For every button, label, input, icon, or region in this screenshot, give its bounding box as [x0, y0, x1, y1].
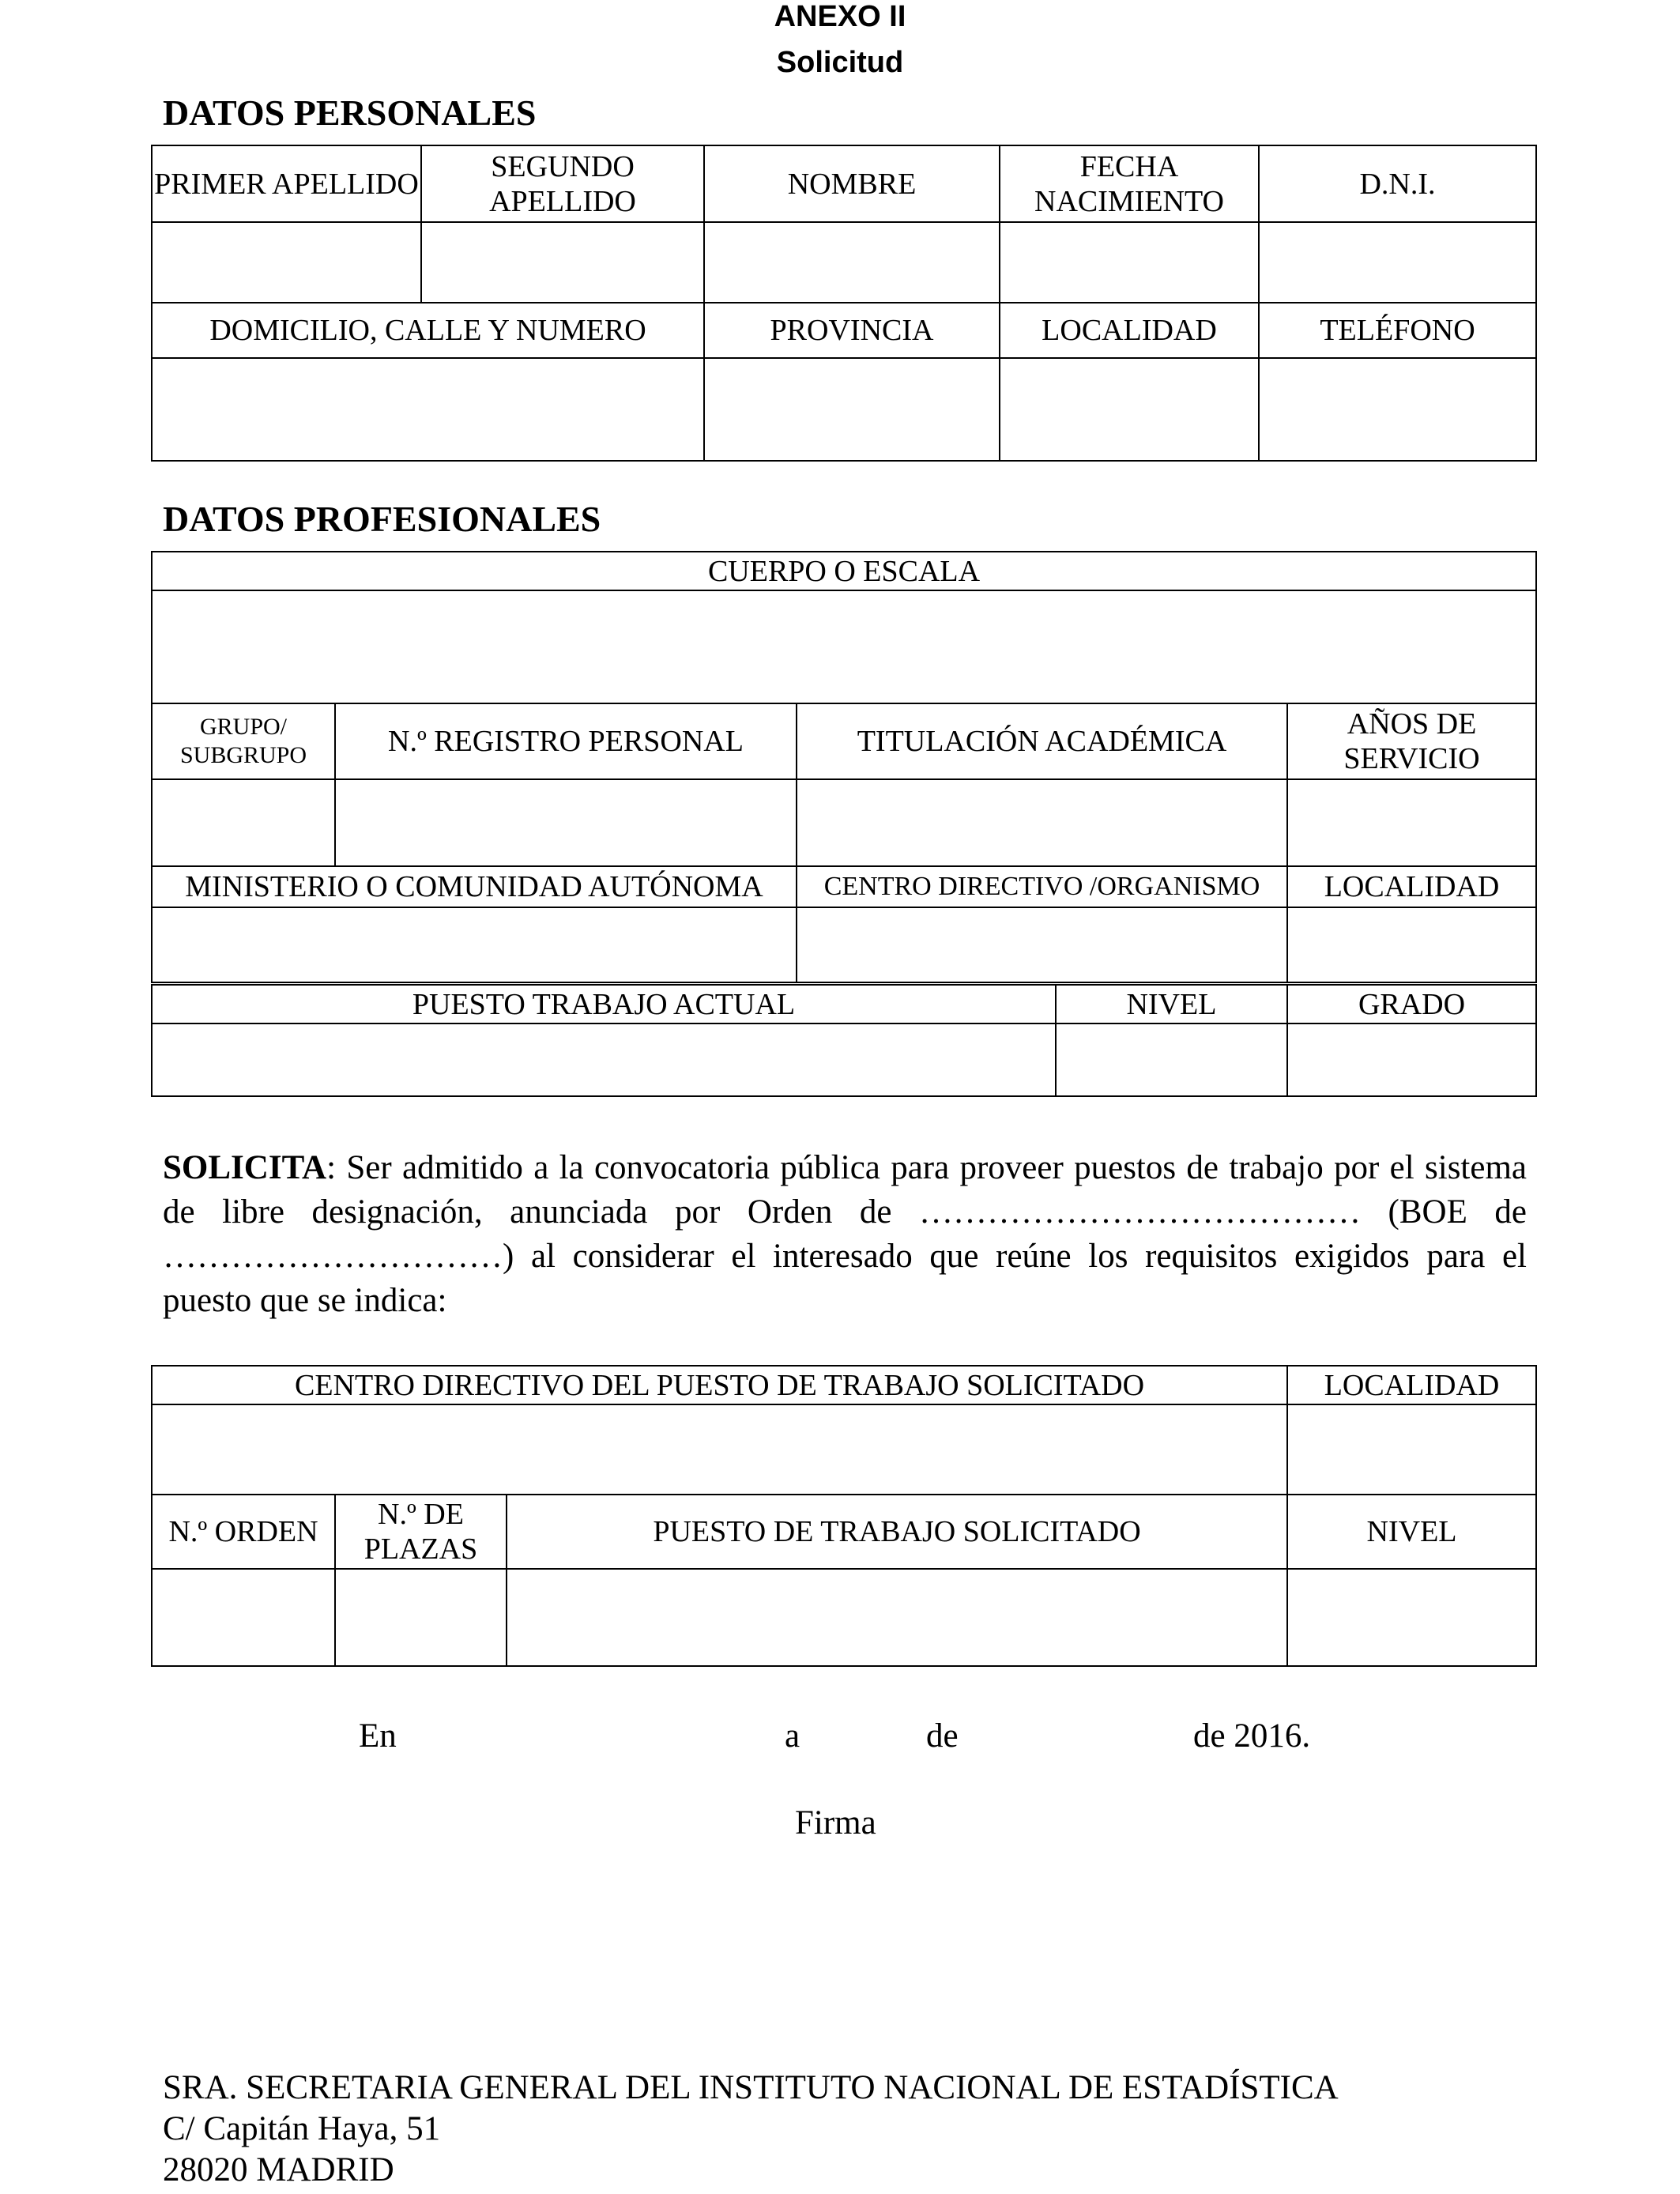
input-ministry[interactable]: [152, 907, 797, 982]
label-body-scale: CUERPO O ESCALA: [152, 552, 1536, 590]
request-label: SOLICITA: [163, 1149, 327, 1186]
label-phone: TELÉFONO: [1259, 303, 1536, 358]
current-post-table: [151, 984, 1537, 1097]
professional-data-heading: DATOS PROFESIONALES: [163, 499, 601, 539]
signature-label: Firma: [795, 1804, 876, 1842]
date-year: de 2016.: [1193, 1717, 1311, 1755]
personal-data-table: [151, 145, 1537, 462]
label-years-service: AÑOS DE SERVICIO: [1287, 703, 1536, 779]
request-paragraph: [163, 1146, 1527, 1323]
label-center: CENTRO DIRECTIVO /ORGANISMO: [797, 866, 1287, 907]
input-address[interactable]: [152, 358, 704, 461]
label-grade: GRADO: [1287, 985, 1536, 1023]
input-locality[interactable]: [1000, 358, 1259, 461]
annex-title: ANEXO II: [774, 0, 906, 33]
input-body-scale[interactable]: [152, 590, 1536, 703]
input-requested-level[interactable]: [1287, 1569, 1536, 1666]
input-name[interactable]: [704, 222, 1000, 303]
personal-data-heading: DATOS PERSONALES: [163, 92, 537, 133]
label-requested-locality: LOCALIDAD: [1287, 1366, 1536, 1404]
input-years-service[interactable]: [1287, 779, 1536, 866]
input-grade[interactable]: [1287, 1023, 1536, 1096]
label-requested-post: PUESTO DE TRABAJO SOLICITADO: [507, 1495, 1287, 1569]
label-current-post: PUESTO TRABAJO ACTUAL: [152, 985, 1056, 1023]
input-birth-date[interactable]: [1000, 222, 1259, 303]
label-prof-locality: LOCALIDAD: [1287, 866, 1536, 907]
input-second-surname[interactable]: [421, 222, 704, 303]
address-line-1: SRA. SECRETARIA GENERAL DEL INSTITUTO NACIONAL DE ESTADÍSTICA: [163, 2069, 1339, 2106]
label-group: GRUPO/ SUBGRUPO: [152, 703, 335, 779]
label-locality: LOCALIDAD: [1000, 303, 1259, 358]
label-level: NIVEL: [1056, 985, 1287, 1023]
requested-post-table: [151, 1365, 1537, 1667]
label-first-surname: PRIMER APELLIDO: [152, 145, 421, 222]
label-name: NOMBRE: [704, 145, 1000, 222]
date-a: a: [785, 1717, 800, 1755]
input-dni[interactable]: [1259, 222, 1536, 303]
label-requested-center: CENTRO DIRECTIVO DEL PUESTO DE TRABAJO SOLICITADO: [152, 1366, 1287, 1404]
label-birth-date: FECHA NACIMIENTO: [1000, 145, 1259, 222]
label-province: PROVINCIA: [704, 303, 1000, 358]
date-de: de: [926, 1717, 959, 1755]
input-registry[interactable]: [335, 779, 797, 866]
input-places[interactable]: [335, 1569, 507, 1666]
label-places: N.º DE PLAZAS: [335, 1495, 507, 1569]
address-line-2: C/ Capitán Haya, 51: [163, 2110, 441, 2147]
input-province[interactable]: [704, 358, 1000, 461]
label-degree: TITULACIÓN ACADÉMICA: [797, 703, 1287, 779]
label-requested-level: NIVEL: [1287, 1495, 1536, 1569]
input-first-surname[interactable]: [152, 222, 421, 303]
form-subtitle: Solicitud: [776, 46, 904, 79]
input-order-number[interactable]: [152, 1569, 335, 1666]
input-level[interactable]: [1056, 1023, 1287, 1096]
input-current-post[interactable]: [152, 1023, 1056, 1096]
input-prof-locality[interactable]: [1287, 907, 1536, 982]
input-requested-center[interactable]: [152, 1404, 1287, 1495]
input-group[interactable]: [152, 779, 335, 866]
address-line-3: 28020 MADRID: [163, 2151, 394, 2188]
label-dni: D.N.I.: [1259, 145, 1536, 222]
label-second-surname: SEGUNDO APELLIDO: [421, 145, 704, 222]
input-phone[interactable]: [1259, 358, 1536, 461]
input-degree[interactable]: [797, 779, 1287, 866]
label-address: DOMICILIO, CALLE Y NUMERO: [152, 303, 704, 358]
input-requested-post[interactable]: [507, 1569, 1287, 1666]
label-order-number: N.º ORDEN: [152, 1495, 335, 1569]
request-text: : Ser admitido a la convocatoria pública para proveer puestos de trabajo por el sistema de libre designación, anunciada por Orden de ………………………………… (BOE de …………………………) al considerar el interesado que reúne los requisitos exigidos para el puesto que se indica:: [163, 1149, 1527, 1319]
date-en: En: [359, 1717, 397, 1755]
label-registry: N.º REGISTRO PERSONAL: [335, 703, 797, 779]
label-ministry: MINISTERIO O COMUNIDAD AUTÓNOMA: [152, 866, 797, 907]
input-requested-locality[interactable]: [1287, 1404, 1536, 1495]
input-center[interactable]: [797, 907, 1287, 982]
professional-data-table: [151, 551, 1537, 983]
